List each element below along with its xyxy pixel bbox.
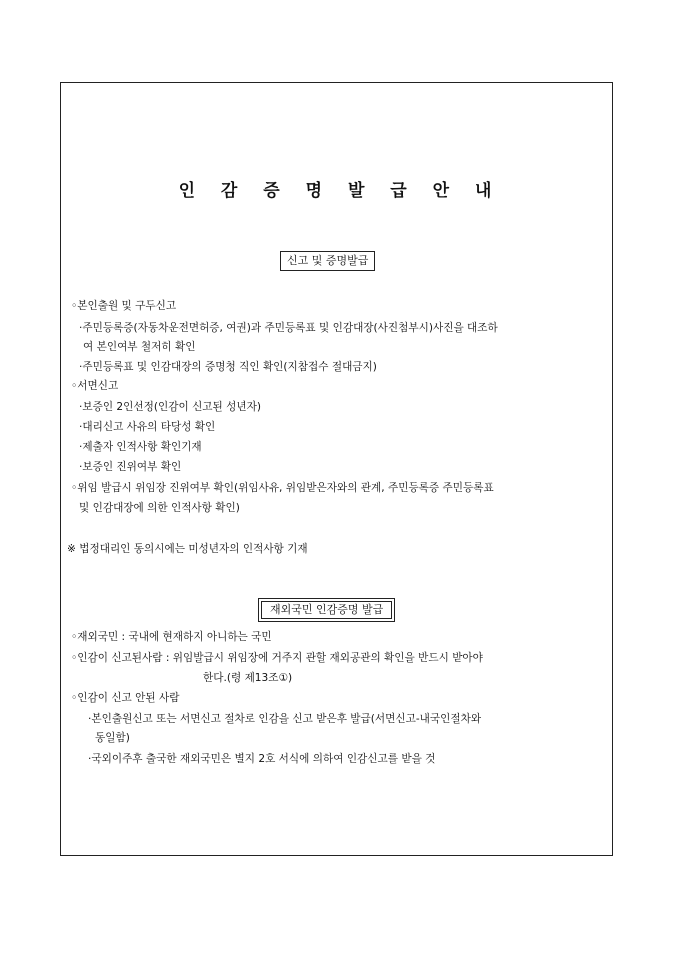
list-item: ·국외이주후 출국한 재외국민은 별지 2호 서식에 의하여 인감신고를 받을 것 (88, 753, 436, 765)
list-item: 및 인감대장에 의한 인적사항 확인) (79, 502, 240, 514)
list-item: ·보증인 2인선정(인감이 신고된 성년자) (79, 401, 261, 413)
list-item: ·대리신고 사유의 타당성 확인 (79, 421, 216, 433)
section-heading-report-issuance: 신고 및 증명발급 (280, 251, 375, 271)
list-item: ◦재외국민 : 국내에 현재하지 아니하는 국민 (71, 631, 272, 643)
section-heading-overseas-label: 재외국민 인감증명 발급 (261, 601, 392, 619)
list-item: ◦서면신고 (71, 380, 119, 392)
note-text: ※ 법정대리인 동의시에는 미성년자의 인적사항 기재 (67, 543, 308, 555)
list-item: ·본인출원신고 또는 서면신고 절차로 인감을 신고 받은후 발급(서면신고-내국인절차와 (88, 713, 482, 725)
list-item: 여 본인여부 철저히 확인 (83, 341, 196, 353)
list-item: ◦인감이 신고 안된 사람 (71, 692, 180, 704)
list-item: ◦위임 발급시 위임장 진위여부 확인(위임사유, 위임받은자와의 관계, 주민등록증 주민등록표 (71, 482, 494, 494)
list-item: ·보증인 진위여부 확인 (79, 461, 182, 473)
list-item: ◦인감이 신고된사람 : 위임발급시 위임장에 거주지 관할 재외공관의 확인을 반드시 받아야 (71, 652, 483, 664)
list-item: ·주민등록표 및 인감대장의 증명청 직인 확인(지참접수 절대금지) (79, 361, 377, 373)
document-title: 인 감 증 명 발 급 안 내 (178, 181, 502, 201)
section-heading-overseas (258, 598, 395, 622)
list-item: 한다.(령 제13조①) (203, 672, 293, 684)
list-item: 동일함) (95, 732, 130, 744)
list-item: ·주민등록증(자동차운전면허증, 여권)과 주민등록표 및 인감대장(사진첨부시)사진을 대조하 (79, 322, 498, 334)
list-item: ·제출자 인적사항 확인기재 (79, 441, 202, 453)
list-item: ◦본인출원 및 구두신고 (71, 300, 177, 312)
